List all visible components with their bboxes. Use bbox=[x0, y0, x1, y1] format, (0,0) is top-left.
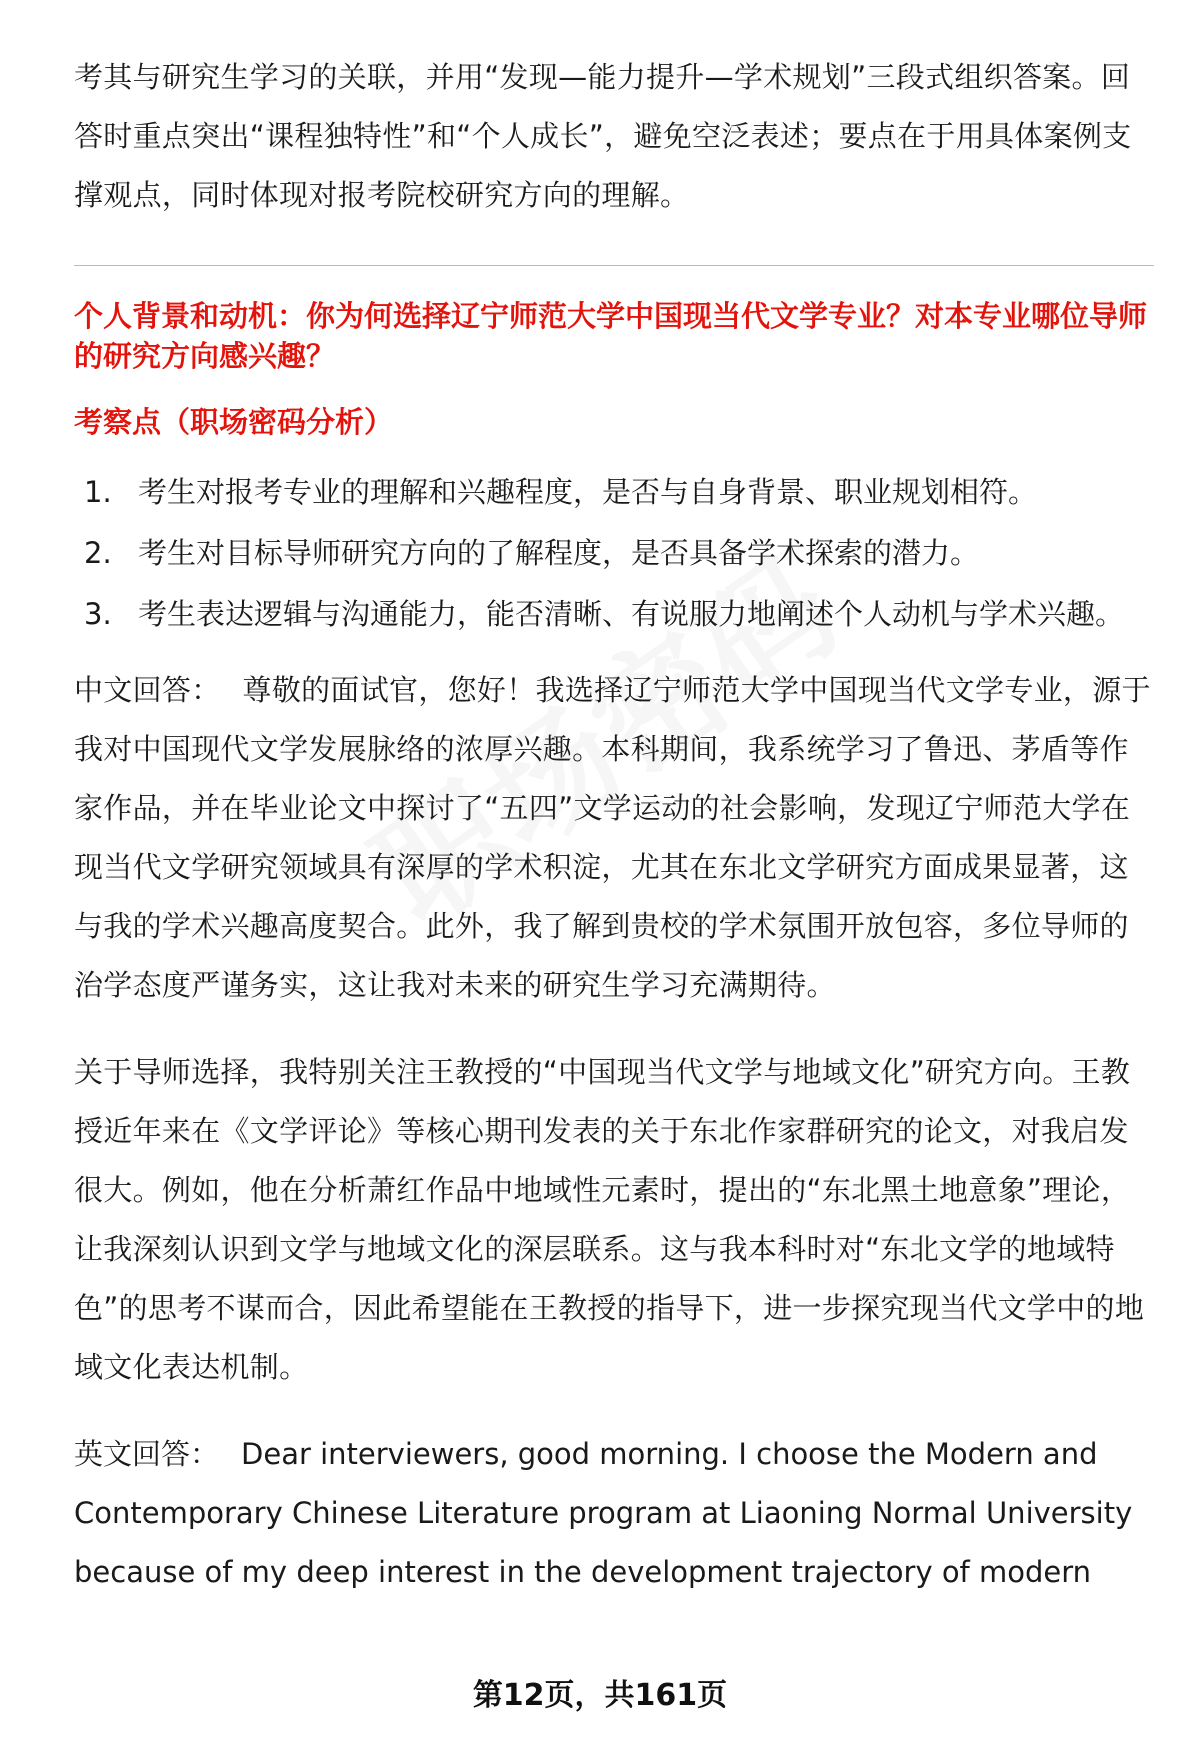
list-item-text: 考生对目标导师研究方向的了解程度，是否具备学术探索的潜力。 bbox=[138, 536, 980, 570]
intro-paragraph: 考其与研究生学习的关联，并用“发现—能力提升—学术规划”三段式组织答案。回答时重点突出“课程独特性”和“个人成长”，避免空泛表述；要点在于用具体案例支撑观点，同时体现对报考院校研究方向的理解。 bbox=[74, 60, 1132, 212]
english-answer-label: 英文回答： bbox=[74, 1437, 220, 1471]
chinese-answer-paragraph-1 bbox=[74, 661, 1154, 1015]
list-item-number: 1. bbox=[84, 475, 112, 509]
list-item-text: 考生对报考专业的理解和兴趣程度，是否与自身背景、职业规划相符。 bbox=[138, 475, 1038, 509]
chinese-answer-label: 中文回答： bbox=[74, 673, 221, 707]
list-item bbox=[74, 584, 1154, 645]
section-divider bbox=[74, 265, 1154, 266]
chinese-answer-paragraph-2: 关于导师选择，我特别关注王教授的“中国现当代文学与地域文化”研究方向。王教授近年来在《文学评论》等核心期刊发表的关于东北作家群研究的论文，对我启发很大。例如，他在分析萧红作品中地域性元素时，提出的“东北黑土地意象”理论，让我深刻认识到文学与地域文化的深层联系。这与我本科时对“东北文学的地域特色”的思考不谋而合，因此希望能在王教授的指导下，进一步探究现当代文学中的地域文化表达机制。 bbox=[74, 1055, 1145, 1384]
chinese-answer-text-1: 尊敬的面试官，您好！我选择辽宁师范大学中国现当代文学专业，源于我对中国现代文学发展脉络的浓厚兴趣。本科期间，我系统学习了鲁迅、茅盾等作家作品，并在毕业论文中探讨了“五四”文学运动的社会影响，发现辽宁师范大学在现当代文学研究领域具有深厚的学术积淀，尤其在东北文学研究方面成果显著，这与我的学术兴趣高度契合。此外，我了解到贵校的学术氛围开放包容，多位导师的治学态度严谨务实，这让我对未来的研究生学习充满期待。 bbox=[74, 673, 1151, 1002]
english-answer-paragraph bbox=[74, 1425, 1154, 1602]
question-heading: 个人背景和动机：你为何选择辽宁师范大学中国现当代文学专业？对本专业哪位导师的研究方向感兴趣？ bbox=[74, 299, 1148, 373]
assessment-subheading: 考察点（职场密码分析） bbox=[74, 405, 394, 439]
document-page bbox=[74, 48, 1154, 1602]
english-answer-text: Dear interviewers, good morning. I choose the Modern and Contemporary Chinese Literature program at Liaoning Normal University because of my deep interest in the development trajectory of modern bbox=[74, 1437, 1133, 1589]
list-item bbox=[74, 462, 1154, 523]
list-item-number: 3. bbox=[84, 597, 112, 631]
page-footer: 第12页，共161页 bbox=[472, 1678, 728, 1713]
assessment-points-list bbox=[74, 462, 1154, 645]
list-item bbox=[74, 523, 1154, 584]
list-item-text: 考生表达逻辑与沟通能力，能否清晰、有说服力地阐述个人动机与学术兴趣。 bbox=[138, 597, 1125, 631]
list-item-number: 2. bbox=[84, 536, 112, 570]
